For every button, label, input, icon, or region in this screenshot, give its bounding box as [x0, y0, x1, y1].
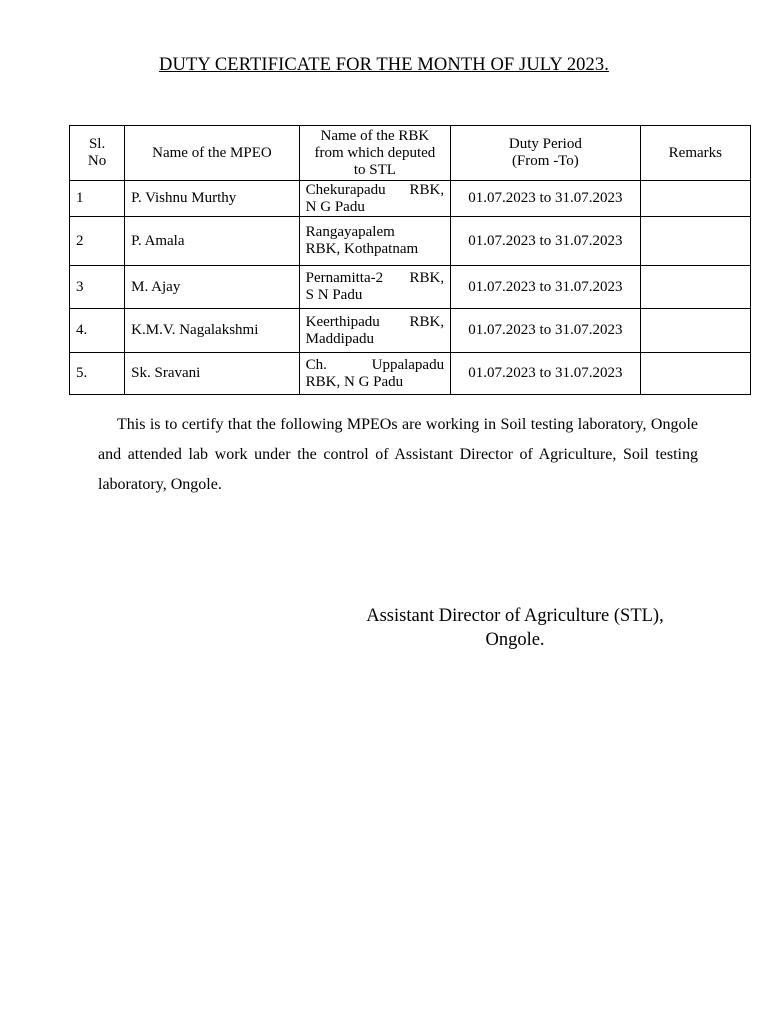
row-rbk-line1: Rangayapalem — [305, 224, 395, 240]
row-rbk — [299, 181, 450, 217]
row-rbk-line2: S N Padu — [305, 287, 363, 303]
row-rbk — [299, 217, 450, 266]
table-row — [70, 266, 751, 309]
signature-designation: Assistant Director of Agriculture (STL), — [366, 606, 664, 626]
header-sl-no — [70, 126, 125, 181]
row-rbk-line2: RBK, N G Padu — [305, 373, 404, 390]
row-duty-period: 01.07.2023 to 31.07.2023 — [451, 353, 641, 395]
header-period-line2: (From -To) — [511, 153, 579, 169]
document-title: DUTY CERTIFICATE FOR THE MONTH OF JULY 2023. — [159, 55, 609, 75]
header-duty-period — [451, 126, 641, 181]
duty-table — [69, 125, 751, 395]
header-sl-line1: Sl. — [88, 136, 106, 152]
row-rbk-line2: Maddipadu — [305, 330, 374, 347]
signature-location: Ongole. — [485, 630, 545, 650]
row-rbk-line2: N G Padu — [305, 198, 365, 215]
row-remarks — [640, 181, 750, 217]
row-rbk-line1: Chekurapadu RBK, — [305, 181, 445, 198]
header-sl-line2: No — [87, 153, 107, 169]
table-row — [70, 217, 751, 266]
header-mpeo-name: Name of the MPEO — [125, 126, 300, 181]
header-rbk-name — [299, 126, 450, 181]
row-duty-period: 01.07.2023 to 31.07.2023 — [451, 181, 641, 217]
row-duty-period: 01.07.2023 to 31.07.2023 — [451, 266, 641, 309]
signature-block — [330, 604, 700, 652]
row-sl: 5. — [70, 353, 125, 395]
row-remarks — [640, 353, 750, 395]
row-mpeo-name: P. Vishnu Murthy — [125, 181, 300, 217]
row-rbk-line1: Pernamitta-2 RBK, — [305, 270, 445, 286]
header-rbk-line3: to STL — [353, 161, 396, 178]
header-period-line1: Duty Period — [508, 136, 582, 152]
row-sl: 2 — [70, 217, 125, 266]
header-rbk-line2: from which deputed — [314, 144, 436, 161]
row-remarks — [640, 309, 750, 353]
row-mpeo-name: K.M.V. Nagalakshmi — [125, 309, 300, 353]
row-rbk — [299, 353, 450, 395]
row-rbk-line2: RBK, Kothpatnam — [305, 241, 419, 257]
row-remarks — [640, 217, 750, 266]
header-rbk-line1: Name of the RBK — [320, 127, 430, 144]
row-rbk — [299, 266, 450, 309]
table-header-row — [70, 126, 751, 181]
row-mpeo-name: M. Ajay — [125, 266, 300, 309]
row-mpeo-name: Sk. Sravani — [125, 353, 300, 395]
row-rbk — [299, 309, 450, 353]
row-sl: 4. — [70, 309, 125, 353]
certification-paragraph: This is to certify that the following MPEOs are working in Soil testing laboratory, Ongole and attended lab work under the control of Assistant Director of Agriculture, Soil testing laboratory, Ongole. — [98, 416, 698, 493]
row-remarks — [640, 266, 750, 309]
table-row — [70, 309, 751, 353]
table-row — [70, 353, 751, 395]
table-row — [70, 181, 751, 217]
row-rbk-line1: Keerthipadu RBK, — [305, 313, 445, 330]
row-rbk-line1: Ch. Uppalapadu — [305, 356, 445, 373]
header-remarks: Remarks — [640, 126, 750, 181]
row-duty-period: 01.07.2023 to 31.07.2023 — [451, 309, 641, 353]
row-duty-period: 01.07.2023 to 31.07.2023 — [451, 217, 641, 266]
row-sl: 3 — [70, 266, 125, 309]
row-mpeo-name: P. Amala — [125, 217, 300, 266]
row-sl: 1 — [70, 181, 125, 217]
